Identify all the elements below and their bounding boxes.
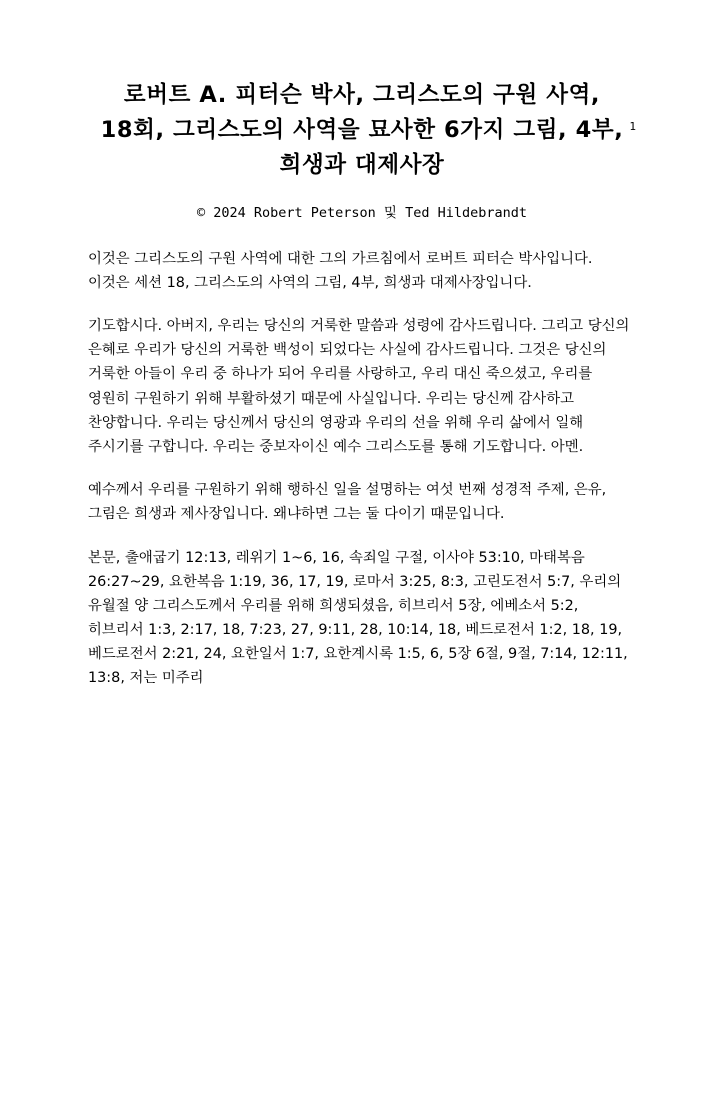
paragraph-2: 기도합시다. 아버지, 우리는 당신의 거룩한 말씀과 성령에 감사드립니다. 그리고 당신의 은혜로 우리가 당신의 거룩한 백성이 되었다는 사실에 감사드립니다. 그것은 당신의 거룩한 아들이 우리 중 하나가 되어 우리를 사랑하고, 우리 대신 죽으셨고, 우리를 영원히 구원하기 위해 부활하셨기 때문에 사실입니다. 우리는 당신께 감사하고 찬양합니다. 우리는 당신께서 당신의 영광과 우리의 선을 위해 우리 삶에서 일해 주시기를 구합니다. 우리는 중보자이신 예수 그리스도를 통해 기도합니다. 아멘. <box>88 318 630 455</box>
copyright-notice: © 2024 Robert Peterson 및 Ted Hildebrandt <box>196 204 528 221</box>
paragraph-4: 본문, 출애굽기 12:13, 레위기 1~6, 16, 속죄일 구절, 이사야 53:10, 마태복음 26:27~29, 요한복음 1:19, 36, 17, 19, 로마서 3:25, 8:3, 고린도전서 5:7, 우리의 유월절 양 그리스도께서 우리를 위해 희생되셨음, 히브리서 5장, 에베소서 5:2, 히브리서 1:3, 2:17, 18, 7:23, 27, 9:11, 28, 10:14, 18, 베드로전서 1:2, 18, 19, 베드로전서 2:21, 24, 요한일서 1:7, 요한계시록 1:5, 6, 5장 6절, 9절, 7:14, 12:11, 13:8, 저는 미주리 <box>88 549 628 687</box>
document-page <box>0 78 724 1102</box>
title-line-1: 로버트 A. 피터슨 박사, 그리스도의 구원 사역, <box>123 82 601 108</box>
document-body <box>88 247 636 691</box>
document-title <box>88 78 636 183</box>
page-number: 1 <box>629 120 636 133</box>
paragraph-1: 이것은 그리스도의 구원 사역에 대한 그의 가르침에서 로버트 피터슨 박사입니다. 이것은 세션 18, 그리스도의 사역의 그림, 4부, 희생과 대제사장입니다. <box>88 250 593 291</box>
title-line-3: 희생과 대제사장 <box>279 151 445 178</box>
paragraph-3: 예수께서 우리를 구원하기 위해 행하신 일을 설명하는 여섯 번째 성경적 주제, 은유, 그림은 희생과 제사장입니다. 왜냐하면 그는 둘 다이기 때문입니다. <box>88 482 607 523</box>
title-line-2: 18회, 그리스도의 사역을 묘사한 6가지 그림, 4부, <box>100 116 624 143</box>
